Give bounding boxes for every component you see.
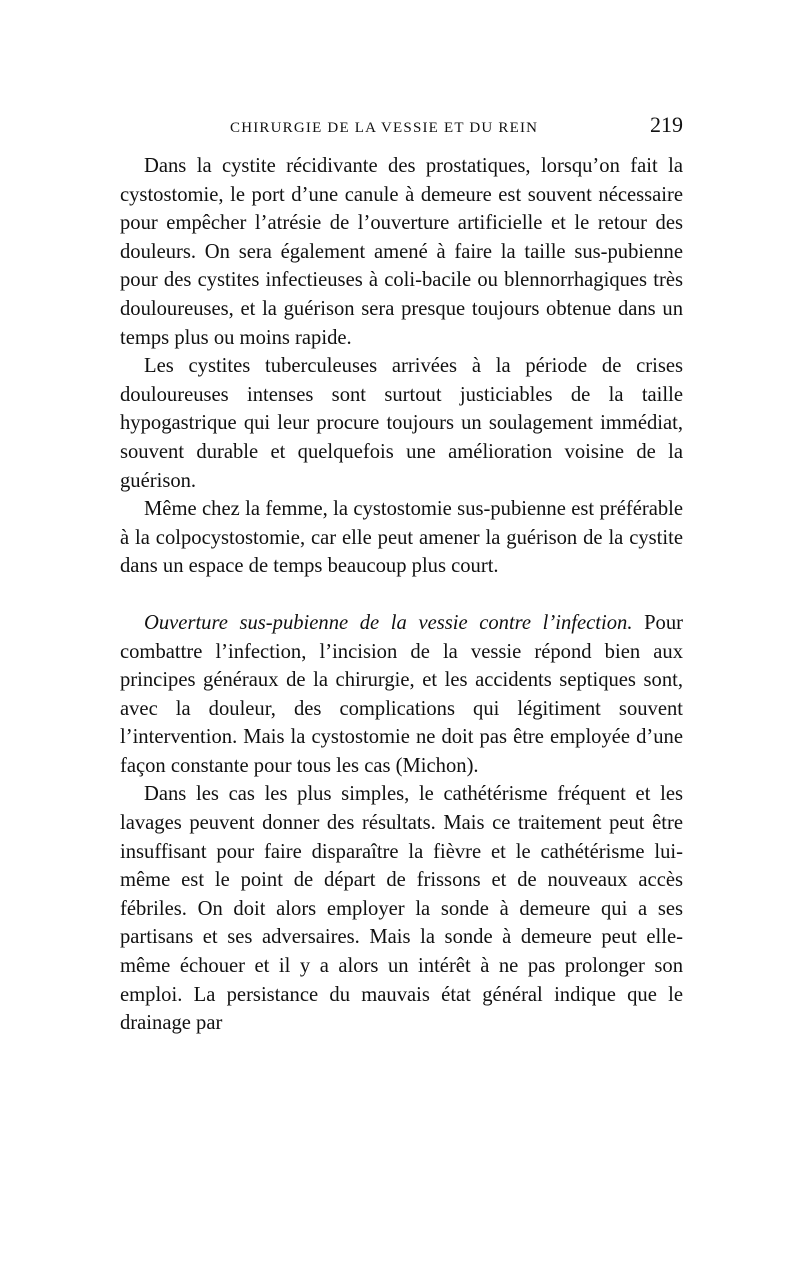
paragraph-tuberculous-cystitis: Les cystites tuberculeuses arrivées à la période de crises douloureuses intenses sont surtout justiciables de la taille hypogastrique qui leur procure toujours un soulagement immédiat, souvent durable et quelquefois une amélioration voisine de la guérison. bbox=[120, 355, 683, 492]
page-number: 219 bbox=[650, 112, 683, 137]
running-title: CHIRURGIE DE LA VESSIE ET DU REIN bbox=[230, 120, 539, 136]
page-header bbox=[120, 112, 683, 142]
page-body bbox=[120, 152, 683, 1038]
section-opening-text: Pour combattre l’infection, l’incision de la vessie répond bien aux principes généraux de la chirurgie, et les accidents septiques sont, avec la douleur, des complications qui légitiment souvent l’intervention. Mais la cystostomie ne doit pas être employée d’une façon constante pour tous les cas (Michon). bbox=[120, 611, 683, 777]
paragraph-female-cystostomy: Même chez la femme, la cystostomie sus-pubienne est préférable à la colpocystostomie, car elle peut amener la guérison de la cystite dans un espace de temps beaucoup plus court. bbox=[120, 498, 683, 578]
section-title: Ouverture sus-pubienne de la vessie contre l’infection. bbox=[144, 611, 633, 634]
section-opening-paragraph bbox=[120, 609, 683, 781]
paragraph-catheterism: Dans les cas les plus simples, le cathétérisme fréquent et les lavages peuvent donner des résultats. Mais ce traitement peut être insuffisant pour faire disparaître la fièvre et le cathétérisme lui-même est le point de départ de frissons et de nouveaux accès fébriles. On doit alors employer la sonde à demeure qui a ses partisans et ses adversaires. Mais la sonde à demeure peut elle-même échouer et il y a alors un intérêt à ne pas prolonger son emploi. La persistance du mauvais état général indique que le drainage par bbox=[120, 783, 683, 1035]
section-gap bbox=[120, 581, 683, 609]
paragraph-recurrent-cystitis: Dans la cystite récidivante des prostatiques, lorsqu’on fait la cystostomie, le port d’une canule à demeure est souvent nécessaire pour empêcher l’atrésie de l’ouverture artificielle et le retour des douleurs. On sera également amené à faire la taille sus-pubienne pour des cystites infectieuses à coli-bacile ou blennorrhagiques très douloureuses, et la guérison sera presque toujours obtenue dans un temps plus ou moins rapide. bbox=[120, 155, 683, 349]
